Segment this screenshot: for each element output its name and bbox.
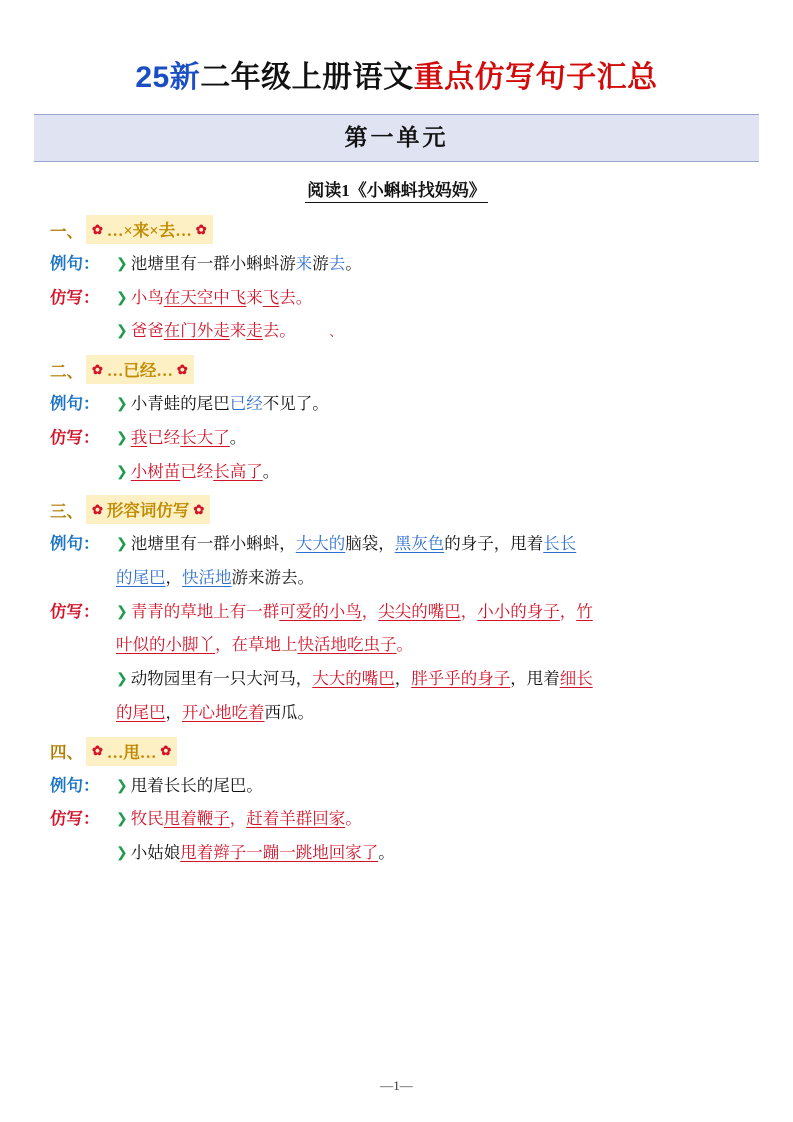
text-fragment: 青青的草地上有一群 (130, 601, 280, 621)
row-body (116, 840, 749, 867)
row-body (116, 666, 749, 693)
text-fragment: 。 (378, 843, 395, 863)
row-label: 例句： (50, 254, 100, 273)
reading-heading (44, 176, 749, 201)
text-fragment: ， (229, 809, 247, 829)
text-fragment: 西瓜。 (264, 702, 314, 722)
text-fragment: 竹 (576, 601, 593, 621)
text-fragment: 的尾巴 (116, 568, 166, 588)
leaf-bullet-icon: ❯ (116, 846, 128, 862)
text-fragment: 已经 (147, 427, 181, 447)
text-fragment: ， (165, 568, 182, 588)
text-fragment: ，甩着 (510, 669, 560, 689)
text-fragment: 甩 (130, 775, 148, 795)
text-fragment: 大大的 (295, 534, 346, 554)
sentence-text (131, 254, 362, 273)
leaf-bullet-icon: ❯ (116, 397, 128, 413)
row-body (116, 806, 749, 833)
text-fragment: 的尾巴 (116, 702, 166, 722)
flower-icon: ✿ (176, 361, 188, 377)
leaf-bullet-icon: ❯ (116, 290, 128, 306)
text-fragment: 一蹦一跳地回家了 (246, 843, 379, 863)
text-fragment: 可爱的小鸟 (279, 601, 362, 621)
leaf-bullet-icon: ❯ (116, 257, 128, 272)
flower-icon: ✿ (92, 743, 103, 759)
section-number: 三、 (50, 501, 83, 521)
sentence-row (50, 459, 749, 486)
section-heading (50, 355, 749, 384)
sentence-row (50, 425, 749, 452)
title-prefix: 25新 (135, 61, 201, 94)
row-body (116, 773, 749, 800)
text-fragment: 长高了 (213, 461, 263, 481)
leaf-bullet-icon: ❯ (116, 464, 128, 480)
flower-icon: ✿ (160, 743, 172, 759)
sentence-row-continued (50, 565, 749, 592)
sentence-row (50, 318, 749, 345)
sentence-text (116, 703, 314, 722)
text-fragment: 叶似的小脚丫 (116, 635, 215, 655)
text-fragment: 。 (396, 635, 413, 655)
sentence-row (50, 773, 749, 800)
reading-heading-text: 阅读1《小蝌蚪找妈妈》 (305, 181, 488, 203)
text-fragment: 黑灰色 (394, 534, 445, 554)
sentence-text (131, 428, 247, 447)
text-fragment: 牧民 (130, 809, 164, 829)
text-fragment: 赶着羊群回家 (246, 809, 346, 829)
text-fragment: 。 (229, 427, 247, 447)
section-number: 一、 (50, 221, 83, 241)
row-body (116, 285, 749, 312)
sentence-text (131, 809, 362, 828)
text-fragment: 脑袋， (345, 534, 395, 554)
section-pattern-highlight (86, 495, 210, 524)
text-fragment: 游 (312, 254, 329, 273)
text-fragment: 大大的嘴巴 (312, 669, 395, 689)
text-fragment: ，在草地上 (215, 635, 298, 655)
text-fragment: 池塘里有一群小蝌蚪游 (130, 254, 296, 273)
section-number: 二、 (50, 361, 83, 381)
section-pattern-highlight (86, 355, 194, 384)
leaf-bullet-icon: ❯ (116, 672, 128, 688)
leaf-bullet-icon: ❯ (116, 537, 128, 553)
sentence-text (131, 776, 263, 795)
sentence-text (131, 669, 593, 688)
text-fragment: 在天空中飞 (163, 287, 247, 307)
section-pattern-highlight (86, 737, 177, 766)
sentence-text (131, 321, 288, 340)
section-number: 四、 (50, 743, 83, 763)
text-fragment: 已经 (229, 394, 263, 414)
flower-icon: ✿ (193, 501, 205, 517)
sentence-text (131, 843, 395, 862)
sentence-text (116, 568, 314, 587)
sentence-text (131, 394, 329, 413)
sections-container (44, 215, 749, 867)
row-body (116, 425, 749, 452)
text-fragment: 爸爸 (130, 321, 164, 341)
sentence-row (50, 806, 749, 833)
sentence-row (50, 251, 749, 278)
text-fragment: 小小的身子 (477, 601, 560, 621)
text-fragment: 长大了 (180, 427, 230, 447)
text-fragment: 去。 (262, 321, 288, 341)
row-body (116, 459, 749, 486)
text-fragment: 甩着辫子 (180, 843, 247, 863)
text-fragment: 来 (295, 254, 313, 273)
text-fragment: 开心地吃着 (182, 702, 265, 722)
flower-icon: ✿ (92, 501, 103, 517)
flower-icon: ✿ (92, 221, 103, 237)
stray-punctuation-mark: 、 (329, 325, 342, 340)
leaf-bullet-icon: ❯ (116, 812, 128, 828)
sentence-row (50, 391, 749, 418)
text-fragment: 细长 (559, 669, 593, 689)
sentence-row (50, 666, 749, 693)
text-fragment: ， (165, 702, 182, 722)
sentence-text (131, 462, 280, 481)
section-pattern-label: …甩… (106, 742, 157, 762)
leaf-bullet-icon: ❯ (116, 324, 128, 340)
text-fragment: 走 (246, 321, 263, 341)
text-fragment: 游来游去。 (231, 568, 314, 588)
leaf-bullet-icon: ❯ (116, 778, 128, 794)
text-fragment: 快活地 (182, 568, 232, 588)
row-body (116, 700, 749, 727)
sentence-row-continued (50, 700, 749, 727)
text-fragment: 已经 (180, 461, 214, 481)
section-pattern-highlight (86, 215, 213, 244)
text-fragment: 动物园里有一只大河马， (130, 669, 313, 689)
section-pattern-label: …×来×去… (106, 221, 192, 240)
row-body (116, 251, 749, 278)
section-pattern-label: …已经… (106, 361, 173, 381)
page-title (44, 52, 749, 96)
text-fragment: 长长 (543, 534, 577, 554)
sentence-row-continued (50, 632, 749, 659)
text-fragment: 的身子，甩着 (444, 534, 544, 554)
sentence-row (50, 599, 749, 626)
text-fragment: 胖乎乎的身子 (411, 669, 511, 689)
text-fragment: 来 (246, 287, 263, 307)
row-body (116, 391, 749, 418)
text-fragment: 不见了。 (262, 394, 329, 414)
row-body (116, 599, 749, 626)
row-label: 例句： (50, 394, 100, 414)
sentence-text (131, 534, 577, 553)
text-fragment: 去。 (279, 287, 313, 307)
text-fragment: 来 (229, 321, 247, 341)
text-fragment: 。 (262, 461, 280, 481)
sentence-text (131, 288, 313, 307)
row-body (116, 565, 749, 592)
text-fragment: 着长长的尾巴。 (147, 775, 263, 795)
flower-icon: ✿ (195, 221, 207, 237)
title-suffix: 重点仿写句子汇总 (413, 61, 658, 94)
sentence-row (50, 285, 749, 312)
text-fragment: 小鸟 (130, 287, 164, 307)
text-fragment: ， (361, 601, 379, 621)
row-body (116, 318, 749, 345)
text-fragment: 池塘里有一群小蝌蚪， (130, 534, 296, 554)
row-body (116, 632, 749, 659)
text-fragment: 。 (345, 809, 362, 829)
row-label: 仿写： (50, 809, 100, 829)
unit-banner: 第一单元 (34, 114, 759, 162)
leaf-bullet-icon: ❯ (116, 430, 128, 446)
text-fragment: ， (394, 669, 412, 689)
row-label: 仿写： (50, 427, 100, 447)
page-number: —1— (380, 1078, 413, 1093)
title-middle: 二年级上册语文 (200, 61, 414, 94)
leaf-bullet-icon: ❯ (116, 604, 128, 620)
text-fragment: 尖尖的嘴巴 (378, 601, 461, 621)
sentence-row (50, 531, 749, 558)
text-fragment: 我 (130, 427, 148, 447)
text-fragment: 小姑娘 (130, 843, 181, 863)
sentence-row (50, 840, 749, 867)
text-fragment: 快活地吃虫子 (297, 635, 397, 655)
text-fragment: 飞 (262, 287, 280, 307)
section-heading (50, 495, 749, 524)
text-fragment: 在门外走 (163, 321, 230, 341)
row-label: 例句： (50, 775, 100, 795)
flower-icon: ✿ (92, 361, 103, 377)
text-fragment: 去 (328, 254, 346, 273)
text-fragment: 。 (345, 254, 362, 273)
row-label: 仿写： (50, 601, 100, 621)
section-heading (50, 737, 749, 766)
text-fragment: ， (460, 601, 478, 621)
sentence-text (131, 602, 593, 621)
text-fragment: 小青蛙的尾巴 (130, 394, 230, 414)
sentence-text (116, 635, 413, 654)
row-label: 例句： (50, 534, 100, 554)
section-heading (50, 215, 749, 244)
section-pattern-label: 形容词仿写 (106, 501, 190, 521)
row-body (116, 531, 749, 558)
text-fragment: 小树苗 (130, 461, 181, 481)
text-fragment: 甩着鞭子 (163, 809, 230, 829)
text-fragment: ， (559, 601, 577, 621)
row-label: 仿写： (50, 287, 100, 307)
